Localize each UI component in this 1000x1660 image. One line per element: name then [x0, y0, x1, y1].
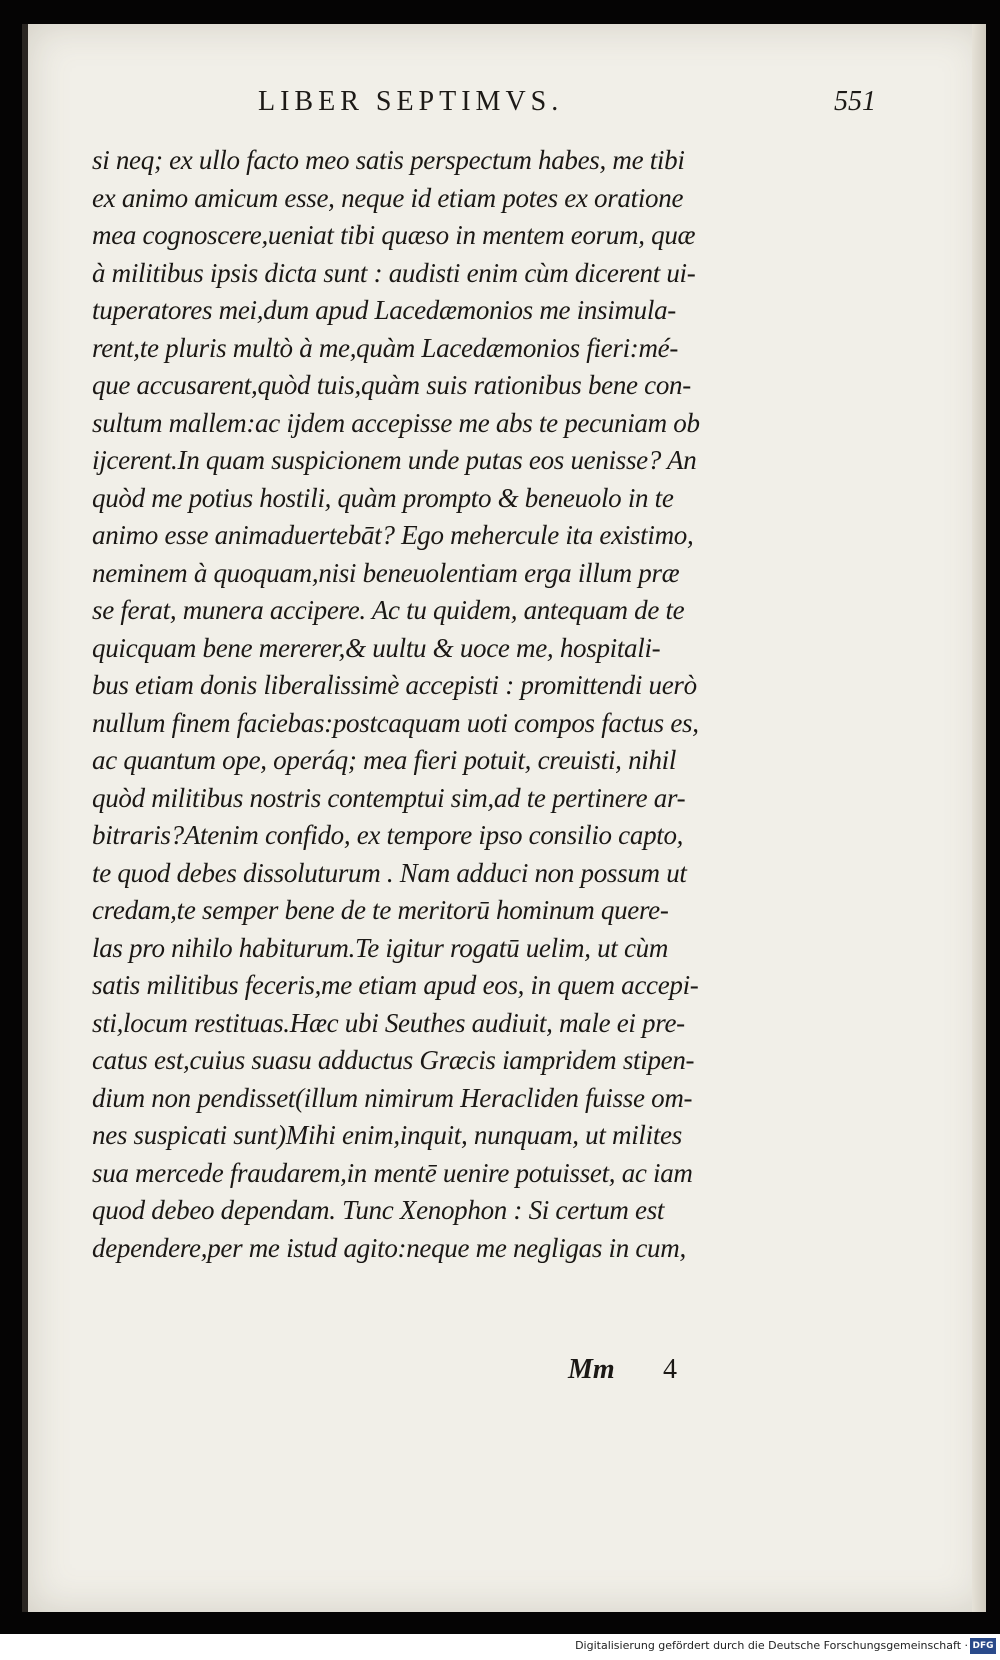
text-line: si neq; ex ullo facto meo satis perspectum habes, me tibi — [92, 145, 685, 175]
signature-letters: Mm — [568, 1354, 615, 1385]
text-line: ijcerent.In quam suspicionem unde putas eos uenisse? An — [92, 445, 697, 475]
text-line: quicquam bene mererer,& uultu & uoce me, hospitali- — [92, 632, 661, 663]
page-edge — [972, 24, 986, 1612]
digitization-footer — [0, 1634, 1000, 1660]
text-line: quod debeo dependam. Tunc Xenophon : Si certum est — [92, 1195, 665, 1225]
text-line: catus est,cuius suasu adductus Græcis iampridem stipen- — [92, 1045, 695, 1075]
text-line: se ferat, munera accipere. Ac tu quidem, antequam de te — [92, 595, 685, 625]
text-line: ex animo amicum esse, neque id etiam potes ex oratione — [92, 182, 684, 213]
folio-number: 551 — [834, 86, 876, 117]
text-line: las pro nihilo habiturum.Te igitur rogatū uelim, ut cùm — [92, 932, 669, 963]
text-line: sultum mallem:ac ijdem accepisse me abs te pecuniam ob — [92, 407, 700, 438]
text-line: neminem à quoquam,nisi beneuolentiam erga illum præ — [92, 557, 680, 588]
text-line: que accusarent,quòd tuis,quàm suis rationibus bene con- — [92, 370, 691, 400]
text-line: bus etiam donis liberalissimè accepisti : promittendi uerò — [92, 670, 697, 700]
book-page — [22, 24, 986, 1612]
body-text — [92, 142, 792, 1267]
text-line: satis militibus feceris,me etiam apud eos, in quem accepi- — [92, 970, 699, 1000]
text-line: sua mercede fraudarem,in mentē uenire potuisset, ac iam — [92, 1157, 693, 1188]
text-line: tuperatores mei,dum apud Lacedæmonios me insimula- — [92, 295, 676, 325]
running-title: LIBER SEPTIMVS. — [258, 86, 564, 117]
text-line: sti,locum restituas.Hæc ubi Seuthes audiuit, male ei pre- — [92, 1007, 685, 1038]
footer-credit: Digitalisierung gefördert durch die Deutsche Forschungsgemeinschaft · — [575, 1639, 968, 1652]
text-line: à militibus ipsis dicta sunt : audisti enim cùm dicerent ui- — [92, 257, 696, 288]
text-line: credam,te semper bene de te meritorū hominum quere- — [92, 895, 669, 925]
text-line: ac quantum ope, operáq; mea fieri potuit, creuisti, nihil — [92, 745, 677, 775]
text-line: mea cognoscere,ueniat tibi quæso in mentem eorum, quæ — [92, 220, 696, 250]
text-line: rent,te pluris multò à me,quàm Lacedæmonios fieri:mé- — [92, 332, 679, 363]
text-line: quòd me potius hostili, quàm prompto & beneuolo in te — [92, 482, 674, 513]
text-line: dependere,per me istud agito:neque me negligas in cum, — [92, 1232, 686, 1263]
dfg-logo-icon: DFG — [970, 1638, 996, 1654]
text-line: animo esse animaduertebāt? Ego mehercule ita existimo, — [92, 520, 694, 550]
running-head — [258, 86, 876, 126]
text-line: nullum finem faciebas:postcaquam uoti compos factus es, — [92, 707, 699, 738]
text-line: quòd militibus nostris contemptui sim,ad te pertinere ar- — [92, 782, 686, 813]
text-line: nes suspicati sunt)Mihi enim,inquit, nunquam, ut milites — [92, 1120, 682, 1150]
text-line: te quod debes dissoluturum . Nam adduci non possum ut — [92, 857, 687, 888]
text-line: bitraris?Atenim confido, ex tempore ipso consilio capto, — [92, 820, 684, 850]
text-line: dium non pendisset(illum nimirum Heracliden fuisse om- — [92, 1082, 693, 1113]
signature-number: 4 — [663, 1354, 677, 1385]
signature-mark — [568, 1354, 768, 1394]
